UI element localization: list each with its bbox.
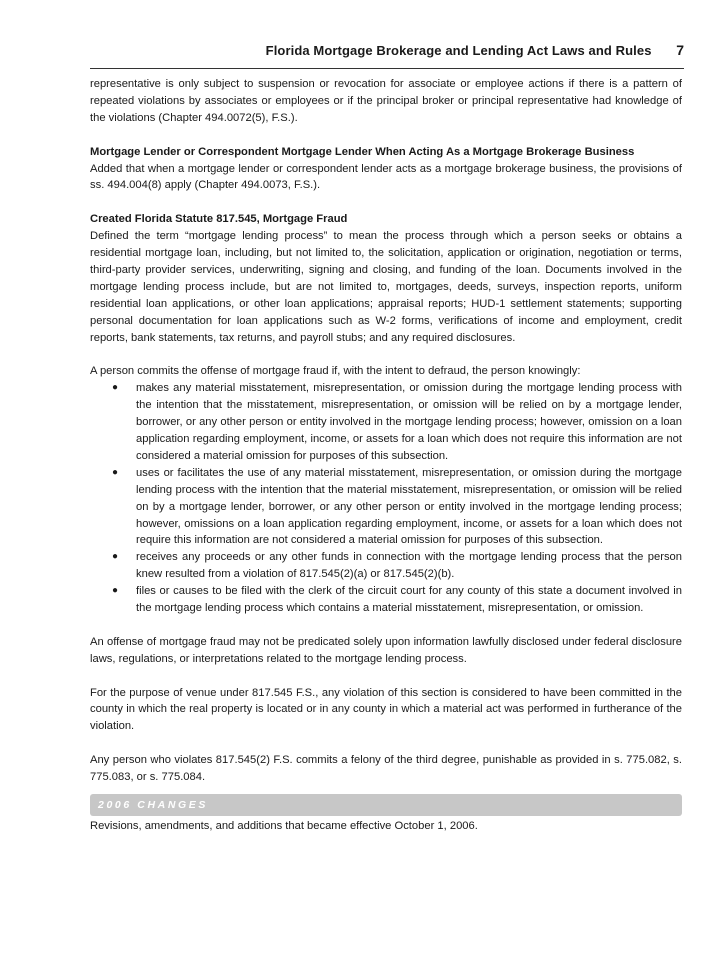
intro-paragraph: representative is only subject to suspension or revocation for associate or employee actions if there is a pattern of repeated violations by associates or employees or if the principal broker or principal representative had knowledge of the violations (Chapter 494.0072(5), F.S.). [90,78,682,124]
venue-paragraph: For the purpose of venue under 817.545 F.S., any violation of this section is considered to have been committed in the county in which the real property is located or in any county in which a material act was performed in furtherance of the violation. [90,686,682,733]
page-content [90,76,682,835]
list-item [112,465,682,550]
section-body: Added that when a mortgage lender or correspondent lender acts as a mortgage brokerage business, the provisions of ss. 494.004(8) apply (Chapter 494.0073, F.S.). [90,162,682,192]
felony-paragraph: Any person who violates 817.545(2) F.S. commits a felony of the third degree, punishable as provided in s. 775.082, s. 775.083, or s. 775.084. [90,754,682,784]
list-item-text: uses or facilitates the use of any material misstatement, misrepresentation, or omission during the mortgage lending process with the intention that the material misstatement, misrepresentation, or omission will be relied on by a mortgage lender, borrower, or any other person or entity involved in the mortgage lending process; however, omissions on a loan application regarding employment, income, or assets for a loan which does not require this information are not considered a material omission for purposes of this subsection. [136,466,682,547]
fraud-bullet-list [90,380,682,617]
bullet-icon: ● [112,382,119,394]
page-number: 7 [676,42,684,58]
list-item [112,583,682,617]
list-item [112,380,682,465]
section-mortgage-lender [90,144,682,195]
section-heading: Created Florida Statute 817.545, Mortgage Fraud [90,213,348,226]
list-item-text: receives any proceeds or any other funds in connection with the mortgage lending process that the person knew resulted from a violation of 817.545(2)(a) or 817.545(2)(b). [136,551,682,581]
fraud-lead: A person commits the offense of mortgage fraud if, with the intent to defraud, the person knowingly: [90,365,581,378]
revisions-paragraph: Revisions, amendments, and additions that became effective October 1, 2006. [90,819,478,832]
section-heading: Mortgage Lender or Correspondent Mortgage Lender When Acting As a Mortgage Brokerage Business [90,145,635,158]
bullet-icon: ● [112,551,119,563]
predicated-paragraph: An offense of mortgage fraud may not be predicated solely upon information lawfully disclosed under federal disclosure laws, regulations, or interpretations related to the mortgage lending process. [90,635,682,665]
list-item [112,549,682,583]
page-header [90,42,684,69]
section-banner: 2006 CHANGES [90,794,682,816]
section-body: Defined the term “mortgage lending process” to mean the process through which a person seeks or obtains a residential mortgage loan, including, but not limited to, the solicitation, application or origination, negotiation or terms, third-party provider services, underwriting, signing and closing, and funding of the loan. Documents involved in the mortgage lending process include, but are not limited to, mortgages, deeds, surveys, inspection reports, uniform residential loan applications, or other loan applications; appraisal reports; HUD-1 settlement statements; supporting personal documentation for loan applications such as W-2 forms, verifications of income and employment, credit reports, bank statements, tax returns, and payroll stubs; and any required disclosures. [90,230,682,344]
header-title: Florida Mortgage Brokerage and Lending Act Laws and Rules [265,43,652,58]
list-item-text: makes any material misstatement, misrepresentation, or omission during the mortgage lending process with the intention that the misstatement, misrepresentation, or omission will be relied on by a mortgage lender, borrower, or any other person or entity involved in the mortgage lending process; however, omission on a loan application regarding employment, income, or assets for a loan which does not require this information are not considered a material omission for purposes of this subsection. [136,382,682,462]
list-item-text: files or causes to be filed with the clerk of the circuit court for any county of this state a document involved in the mortgage lending process which contains a material misstatement, misrepresentation, or omission. [136,585,682,615]
bullet-icon: ● [112,585,119,597]
fraud-definition [90,363,682,617]
bullet-icon: ● [112,466,119,478]
section-mortgage-fraud [90,211,682,346]
